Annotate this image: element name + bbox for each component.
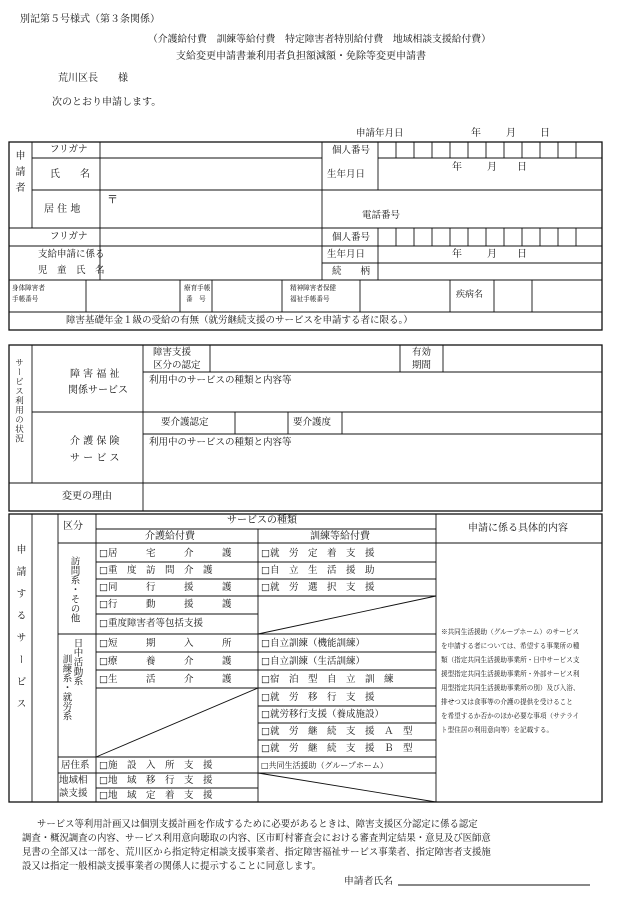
applicant-birth-day: 日 xyxy=(517,162,527,173)
checkbox-ryoyo-kaigo[interactable]: □療 養 介 護 xyxy=(99,656,232,667)
kaigo-header: 介護給付費 xyxy=(145,531,195,542)
group-home-note-line: を希望するか否かのほか必要な事項（サテライ xyxy=(441,712,580,720)
detail-header: 申請に係る具体的内容 xyxy=(468,523,568,534)
checkbox-tanki-nyusho[interactable]: □短 期 入 所 xyxy=(99,638,232,649)
checkbox-kyodo-seikatsu-enjo[interactable]: □共同生活援助（グループホーム） xyxy=(261,761,388,770)
checkbox-seikatsu-kaigo[interactable]: □生 活 介 護 xyxy=(99,674,232,685)
child-birth-month: 月 xyxy=(487,249,497,260)
applicant-address-label: 居 住 地 xyxy=(44,204,81,215)
services-side-label: 申請するサービス xyxy=(14,544,25,720)
child-birthdate-label: 生年月日 xyxy=(327,249,366,260)
kubun-header: 区分 xyxy=(63,521,83,532)
group-home-note-line: 援型指定共同生活援助事業所・外部サービス利 xyxy=(441,670,580,678)
child-relation-label: 続 柄 xyxy=(332,266,371,277)
checkbox-jiritsu-seikatsu-enjo[interactable]: □自 立 生 活 援 助 xyxy=(261,565,375,576)
child-personal-no-label: 個人番号 xyxy=(332,232,371,243)
group-home-note-line: ト型住居の利用意向等）を記載する。 xyxy=(441,726,554,734)
applicant-birth-year: 年 xyxy=(452,162,462,173)
date-year: 年 xyxy=(471,128,481,139)
physical-notebook-label-l2: 手帳番号 xyxy=(12,295,39,303)
applicant-birth-month: 月 xyxy=(487,162,497,173)
rehab-notebook-label-l2: 番 号 xyxy=(186,295,206,303)
personal-no-boxes-child xyxy=(396,228,576,246)
checkbox-chiiki-iko-shien[interactable]: □地 域 移 行 支 援 xyxy=(99,775,213,786)
consent-line: 見書の全部又は一部を、荒川区から指定特定相談支援事業者、指定障害福祉サービス事業者、指定障害者支援施 xyxy=(22,847,491,858)
mental-notebook-label-l1: 精神障害者保健 xyxy=(290,284,337,292)
checkbox-judo-hokatsu-shien[interactable]: □重度障害者等包括支援 xyxy=(99,618,203,629)
rehab-notebook-label-l1: 療育手帳 xyxy=(184,284,211,292)
checkbox-shukuhaku-jiritsu-kunren[interactable]: □宿 泊 型 自 立 訓 練 xyxy=(261,674,394,685)
intro-text: 次のとおり申請します。 xyxy=(52,97,162,108)
group-community-label-l2: 談支援 xyxy=(59,788,88,799)
phone-label: 電話番号 xyxy=(362,210,401,221)
checkbox-kodo-engo[interactable]: □行 動 援 護 xyxy=(99,599,232,610)
kunren-header: 訓練等給付費 xyxy=(310,531,370,542)
personal-no-boxes-applicant xyxy=(396,142,576,158)
applicant-personal-no-label: 個人番号 xyxy=(332,145,371,156)
date-day: 日 xyxy=(540,128,550,139)
valid-period-l1: 有効 xyxy=(412,347,432,358)
care-cert-label: 要介護認定 xyxy=(161,417,209,428)
checkbox-judo-homon-kaigo[interactable]: □重 度 訪 問 介 護 xyxy=(99,565,213,576)
valid-period-l2: 期間 xyxy=(412,360,432,371)
form-subtitle: （介護給付費 訓練等給付費 特定障害者特別給付費 地域相談支援給付費） xyxy=(148,34,491,45)
welfare-note: 利用中のサービスの種類と内容等 xyxy=(149,375,292,386)
group-day-label-l2: 訓練系・就労系 xyxy=(60,654,72,721)
checkbox-shuro-iko-yosei[interactable]: □就労移行支援（養成施設） xyxy=(261,709,384,720)
group-home-note-line: 排せつ又は食事等の介護の提供を受けること xyxy=(441,698,573,706)
welfare-label-l1: 障 害 福 祉 xyxy=(70,369,120,380)
child-label-line1: 支給申請に係る xyxy=(38,249,105,260)
group-home-note-line: 用型指定共同生活援助事業所の別）及び入浴、 xyxy=(441,684,580,692)
service-kinds-header: サービスの種類 xyxy=(227,515,297,526)
welfare-label-l2: 関係サービス xyxy=(68,385,128,396)
group-home-note-line: を申請する者については、希望する事業所の種 xyxy=(441,642,580,650)
group-home-note-line: 類（指定共同生活援助事業所・日中サービス支 xyxy=(441,656,580,664)
checkbox-shuro-iko-shien[interactable]: □就 労 移 行 支 援 xyxy=(261,692,375,703)
change-reason-label: 変更の理由 xyxy=(62,491,112,502)
date-label: 申請年月日 xyxy=(356,128,404,139)
checkbox-shisetsu-nyusho-shien[interactable]: □施 設 入 所 支 援 xyxy=(99,760,213,771)
checkbox-kyotaku-kaigo[interactable]: □居 宅 介 護 xyxy=(99,548,232,559)
checkbox-doko-engo[interactable]: □同 行 援 護 xyxy=(99,582,232,593)
applicant-birthdate-label: 生年月日 xyxy=(327,169,366,180)
checkbox-shuro-sentaku-shien[interactable]: □就 労 選 択 支 援 xyxy=(261,582,375,593)
care-level-label: 要介護度 xyxy=(293,417,332,428)
applicant-name-label: 氏 名 xyxy=(50,169,90,180)
checkbox-jiritsu-kunren-seikatsu[interactable]: □自立訓練（生活訓練） xyxy=(261,656,365,667)
applicant-furigana-label: フリガナ xyxy=(50,144,88,155)
consent-line: 設又は指定一般相談支援事業者の関係人に提示することに同意します。 xyxy=(22,861,322,872)
date-month: 月 xyxy=(506,128,516,139)
addressee: 荒川区長 様 xyxy=(58,73,128,84)
applicant-section-label: 申請者 xyxy=(13,150,24,198)
group-visit-label: 訪問系・その他 xyxy=(68,556,80,623)
disease-label: 疾病名 xyxy=(456,290,484,300)
care-label-l1: 介 護 保 険 xyxy=(70,436,120,447)
checkbox-shuro-keizoku-a[interactable]: □就 労 継 続 支 援 Ａ 型 xyxy=(261,726,413,737)
support-class-l2: 区分の認定 xyxy=(153,360,201,371)
pension-label: 障害基礎年金１級の受給の有無（就労継続支援のサービスを申請する者に限る。） xyxy=(66,315,413,326)
form-number: 別記第５号様式（第３条関係） xyxy=(20,14,160,25)
checkbox-jiritsu-kunren-kino[interactable]: □自立訓練（機能訓練） xyxy=(261,638,365,649)
group-day-label-l1: 日中活動系 xyxy=(71,638,83,686)
service-status-side-label: サービス利用の状況 xyxy=(13,358,24,444)
signature-label: 申請者氏名 xyxy=(344,876,393,887)
group-community-label-l1: 地域相 xyxy=(59,775,88,786)
physical-notebook-label-l1: 身体障害者 xyxy=(12,284,45,292)
postal-mark: 〒 xyxy=(107,193,118,206)
checkbox-shuro-teichaku-shien[interactable]: □就 労 定 着 支 援 xyxy=(261,548,375,559)
child-furigana-label: フリガナ xyxy=(50,231,88,242)
child-birth-year: 年 xyxy=(452,249,462,260)
checkbox-chiiki-teichaku-shien[interactable]: □地 域 定 着 支 援 xyxy=(99,790,213,801)
child-birth-day: 日 xyxy=(517,249,527,260)
support-class-l1: 障害支援 xyxy=(153,347,192,358)
form-title: 支給変更申請書兼利用者負担額減額・免除等変更申請書 xyxy=(176,51,426,62)
consent-line: 調査・概況調査の内容、サービス利用意向聴取の内容、区市町村審査会における審査判定結果・意見及び医師意 xyxy=(22,833,491,844)
group-home-note-line: ※共同生活援助（グループホーム）のサービス xyxy=(441,628,579,636)
group-residence-label: 居住系 xyxy=(61,760,90,771)
signature-field[interactable] xyxy=(398,873,590,885)
checkbox-shuro-keizoku-b[interactable]: □就 労 継 続 支 援 Ｂ 型 xyxy=(261,743,413,754)
mental-notebook-label-l2: 福祉手帳番号 xyxy=(290,295,330,303)
child-label-line2: 児 童 氏 名 xyxy=(38,265,105,276)
care-note: 利用中のサービスの種類と内容等 xyxy=(149,437,292,448)
care-label-l2: サ ー ビ ス xyxy=(70,453,120,464)
consent-line: サービス等利用計画又は個別支援計画を作成するために必要があるときは、障害支援区分認定に係る認定 xyxy=(37,819,478,830)
